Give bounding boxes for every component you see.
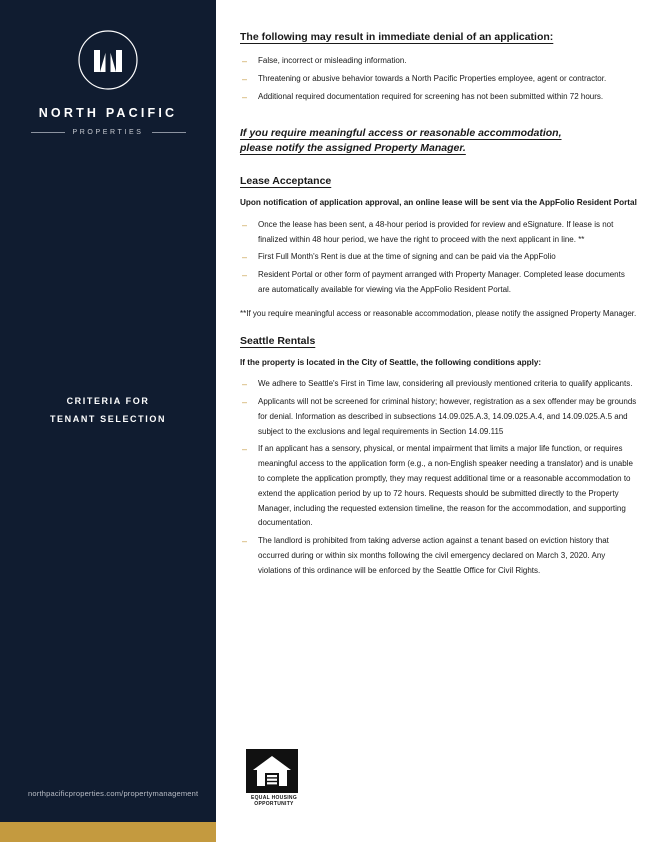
dash-bullet-icon: – — [242, 56, 248, 67]
brand-sub-row — [0, 129, 216, 136]
north-pacific-monogram-icon — [76, 30, 140, 90]
dash-bullet-icon: – — [242, 219, 248, 230]
dash-bullet-icon: – — [242, 397, 248, 408]
lease-acceptance-heading: Lease Acceptance — [240, 175, 332, 188]
dash-bullet-icon: – — [242, 536, 248, 547]
list-item — [240, 90, 638, 105]
brand-name: NORTH PACIFIC — [38, 106, 178, 120]
accommodation-notice — [240, 126, 638, 158]
list-item-text: We adhere to Seattle's First in Time law, considering all previously mentioned criteria to qualify applicants. — [258, 379, 633, 389]
lease-acceptance-lead: Upon notification of application approval, an online lease will be sent via the AppFolio Resident Portal — [240, 198, 637, 208]
list-item — [240, 218, 638, 248]
list-item — [240, 534, 638, 578]
denial-list — [240, 54, 638, 104]
list-item-text: Applicants will not be screened for criminal history; however, registration as a sex offender may be grounds for denial. Information as described in subsections 14.09.025.A.3, 14.09.025.A.4, and 14.09.025.A.5 and subject to the exclusions and legal requirements in Section 14.09.115 — [258, 397, 637, 436]
list-item-text: False, incorrect or misleading information. — [258, 56, 407, 66]
list-item-text: If an applicant has a sensory, physical, or mental impairment that limits a major life function, or requires meaningful access to the application form (e.g., a non-English speaker needing a translator) and is unable to complete the application promptly, they may request additional time or a reasonable accommodation to extend the application period by up to 72 hours. Requests should be submitted directly to the Property Manager, including the requested extension timeline, the reason for the accommodation, and supporting documentation. — [258, 444, 633, 528]
equal-housing-line1: EQUAL HOUSING — [250, 794, 298, 801]
list-item — [240, 377, 638, 392]
sidebar-title — [0, 392, 216, 428]
sidebar-website-url: northpacificproperties.com/propertymanagement — [28, 789, 199, 798]
list-item-text: Resident Portal or other form of payment arranged with Property Manager. Completed lease documents are automatically available for viewing via the AppFolio Resident Portal. — [258, 270, 625, 294]
spacer — [240, 157, 638, 175]
list-item — [240, 54, 638, 69]
sidebar-title-line2: TENANT SELECTION — [49, 414, 167, 424]
sidebar-title-line1: CRITERIA FOR — [66, 396, 150, 406]
dash-bullet-icon: – — [242, 91, 248, 102]
rule-right — [152, 132, 186, 133]
dash-bullet-icon: – — [242, 252, 248, 263]
brand-logo — [0, 30, 216, 136]
equal-housing-text — [246, 795, 302, 809]
seattle-rentals-list — [240, 377, 638, 578]
lease-acceptance-footnote: **If you require meaningful access or reasonable accommodation, please notify the assigned Property Manager. — [240, 308, 637, 318]
list-item — [240, 442, 638, 531]
rule-left — [31, 132, 65, 133]
sidebar-accent-bar — [0, 822, 216, 842]
list-item — [240, 250, 638, 265]
list-item-text: Additional required documentation required for screening has not been submitted within 72 hours. — [258, 91, 604, 101]
sidebar — [0, 0, 216, 842]
lease-acceptance-list — [240, 218, 638, 298]
accommodation-notice-line2: please notify the assigned Property Manager. — [240, 142, 466, 155]
list-item — [240, 72, 638, 87]
accommodation-notice-line1: If you require meaningful access or reasonable accommodation, — [240, 126, 562, 139]
brand-sub: PROPERTIES — [72, 129, 144, 136]
denial-heading: The following may result in immediate denial of an application: — [240, 31, 554, 43]
main-content — [240, 30, 638, 582]
spacer — [240, 108, 638, 126]
equal-housing-line2: OPPORTUNITY — [254, 801, 294, 808]
seattle-rentals-heading: Seattle Rentals — [240, 334, 316, 347]
seattle-rentals-lead: If the property is located in the City of Seattle, the following conditions apply: — [240, 357, 542, 367]
list-item — [240, 395, 638, 439]
list-item-text: Once the lease has been sent, a 48-hour period is provided for review and eSignature. If lease is not finalized within 48 hour period, we have the right to proceed with the next applicant in line. ** — [258, 219, 614, 244]
dash-bullet-icon: – — [242, 379, 248, 390]
dash-bullet-icon: – — [242, 73, 248, 84]
equal-housing-icon — [246, 749, 298, 793]
dash-bullet-icon: – — [242, 444, 248, 455]
dash-bullet-icon: – — [242, 270, 248, 281]
list-item-text: Threatening or abusive behavior towards a North Pacific Properties employee, agent or contractor. — [258, 73, 607, 83]
list-item — [240, 268, 638, 298]
list-item-text: First Full Month's Rent is due at the time of signing and can be paid via the AppFolio — [258, 252, 556, 262]
list-item-text: The landlord is prohibited from taking adverse action against a tenant based on eviction history that occurred during or within six months following the civil emergency declared on March 3, 2020. Any violations of this ordinance will be enforced by the Seattle Office for Civil Rights. — [258, 536, 609, 575]
equal-housing-opportunity-logo — [246, 749, 302, 809]
